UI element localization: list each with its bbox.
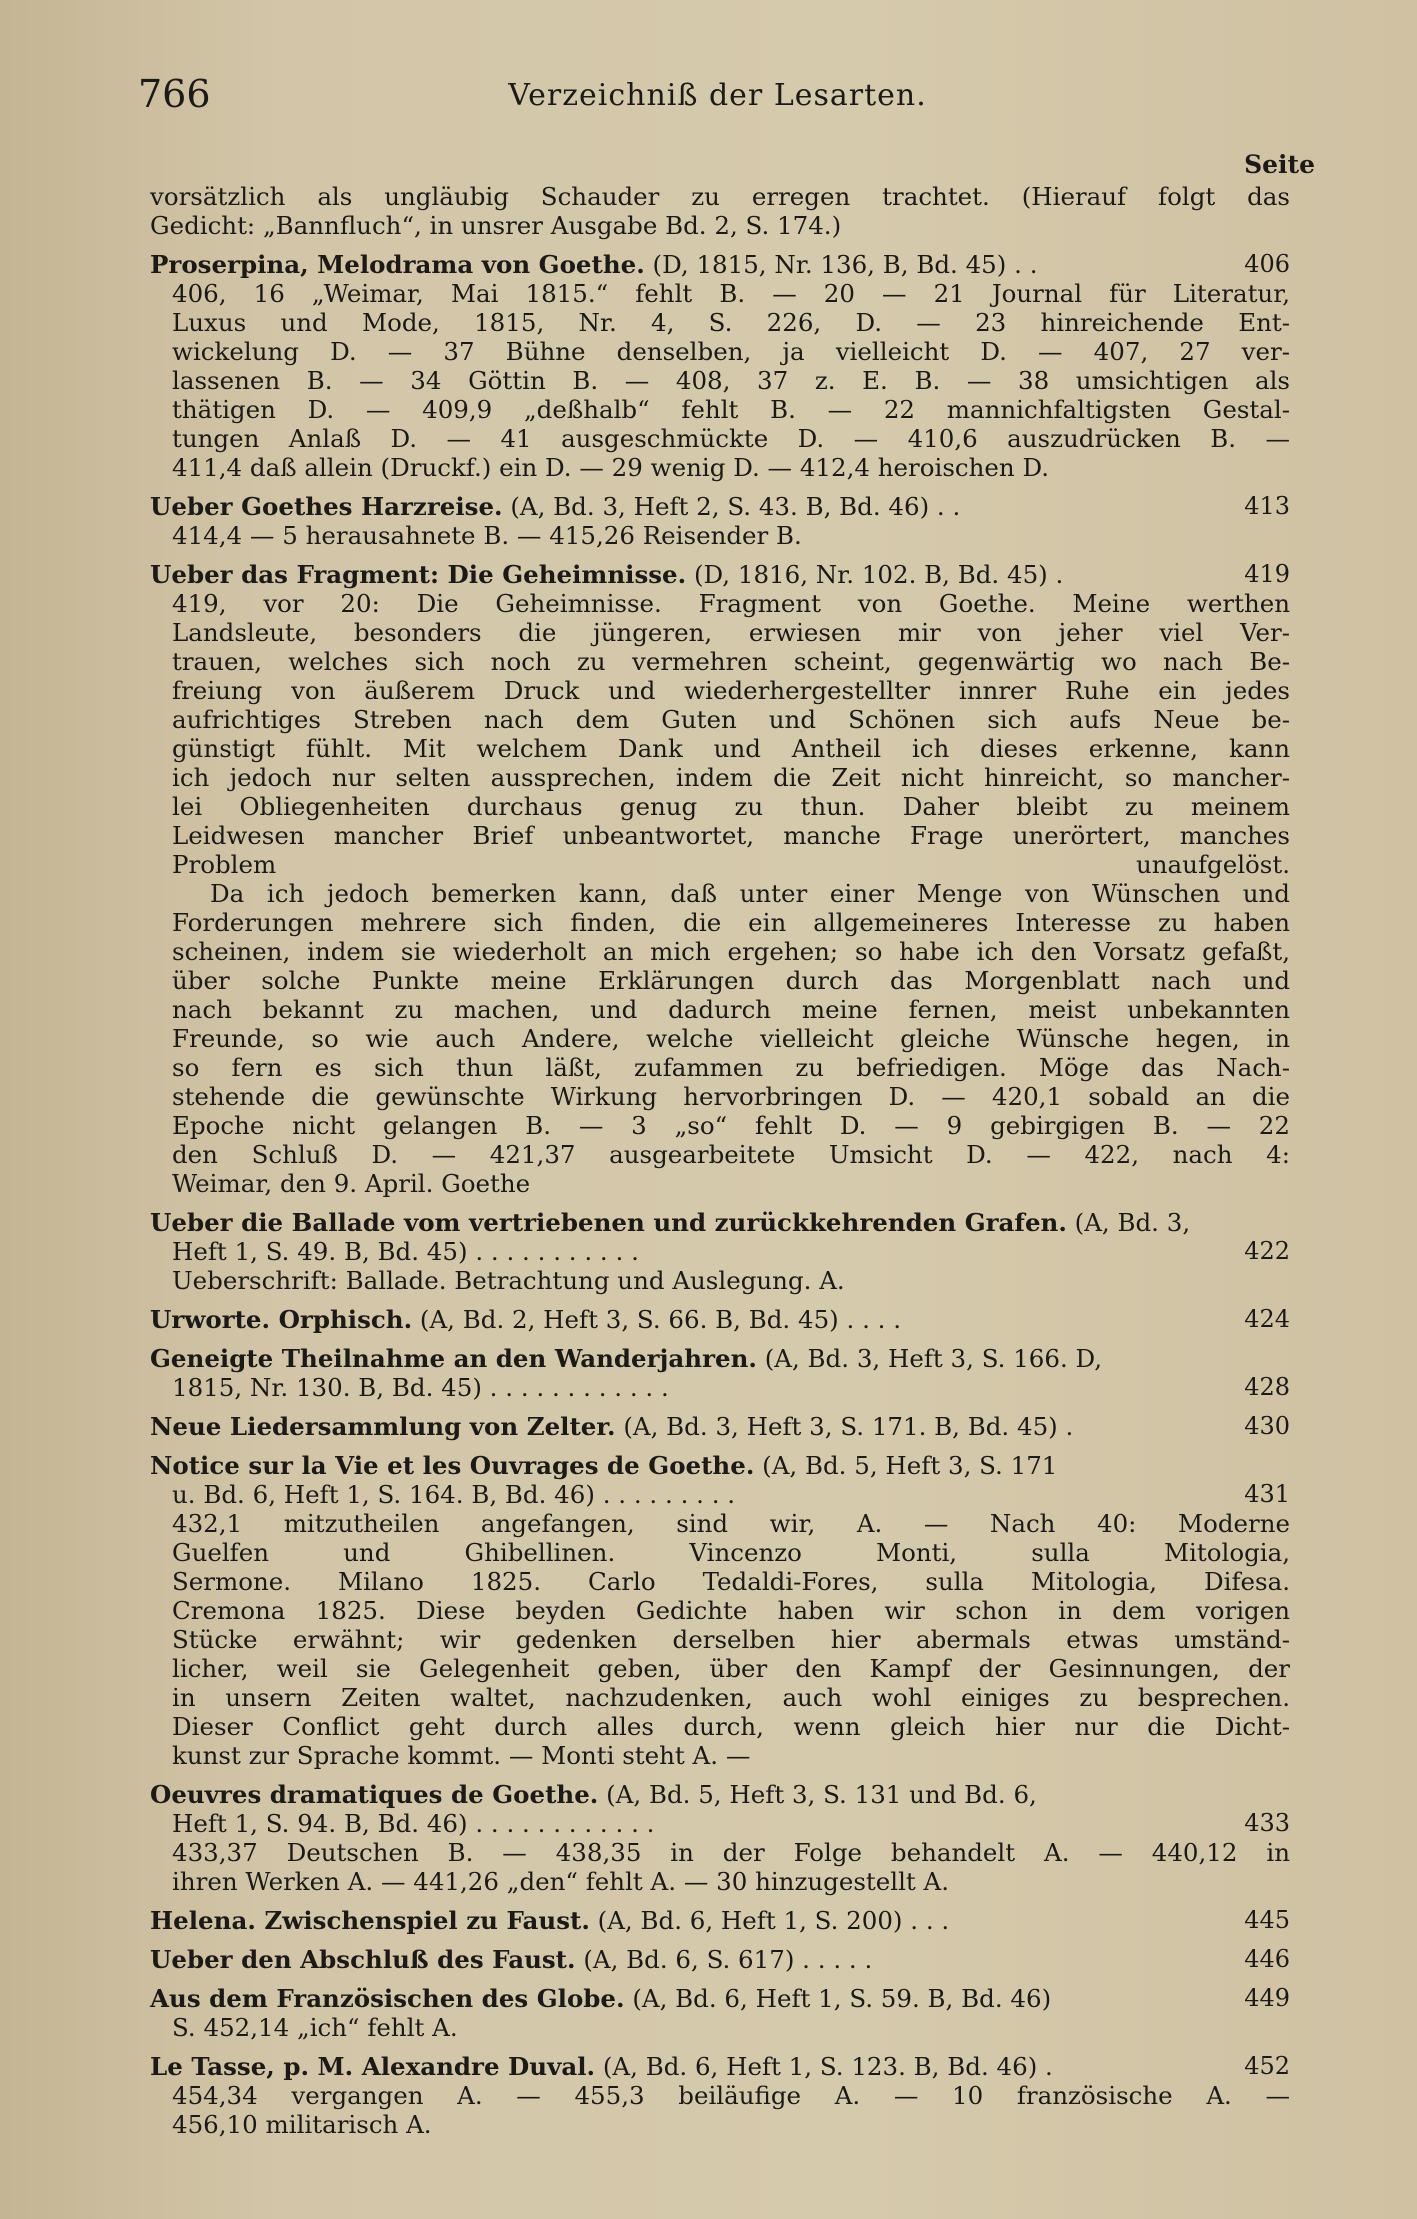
entry-title: Neue Liedersammlung von Zelter. <box>150 1412 616 1441</box>
variant-line: Guelfen und Ghibellinen. Vincenzo Monti, sulla Mitologia, <box>172 1538 1290 1567</box>
variant-line: Leidwesen mancher Brief unbeantwortet, manche Frage unerörtert, manches <box>172 821 1290 850</box>
entry-reference-continued: Heft 1, S. 49. B, Bd. 45) . . . . . . . . . . . <box>172 1237 639 1266</box>
entry-heading-line <box>150 560 1290 589</box>
variant-line: stehende die gewünschte Wirkung hervorbringen D. — 420,1 sobald an die <box>172 1082 1290 1111</box>
entry <box>150 250 1290 482</box>
entry-title: Oeuvres dramatiques de Goethe. <box>150 1780 599 1809</box>
variant-line: ich jedoch nur selten aussprechen, indem die Zeit nicht hinreicht, so mancher- <box>172 763 1290 792</box>
entry-heading-line <box>150 1451 1290 1480</box>
entry-title: Ueber die Ballade vom vertriebenen und zurückkehrenden Grafen. <box>150 1208 1067 1237</box>
entry-title: Ueber Goethes Harzreise. <box>150 492 503 521</box>
variant-line: thätigen D. — 409,9 „deßhalb“ fehlt B. — 22 mannichfaltigsten Gestal- <box>172 395 1290 424</box>
entry <box>150 1412 1290 1441</box>
variant-line: 433,37 Deutschen B. — 438,35 in der Folge behandelt A. — 440,12 in <box>172 1838 1290 1867</box>
entry <box>150 492 1290 550</box>
variant-line: nach bekannt zu machen, und dadurch meine fernen, meist unbekannten <box>172 995 1290 1024</box>
variant-line: Ueberschrift: Ballade. Betrachtung und Auslegung. A. <box>172 1266 845 1295</box>
variant-line: Problem unaufgelöst. <box>172 850 1290 879</box>
entry-heading-line <box>150 1412 1290 1441</box>
entry-title: Ueber den Abschluß des Faust. <box>150 1945 576 1974</box>
variant-line: Stücke erwähnt; wir gedenken derselben hier abermals etwas umständ- <box>172 1625 1290 1654</box>
entry-heading-line <box>150 492 1290 521</box>
entry <box>150 1945 1290 1974</box>
entry-title: Proserpina, Melodrama von Goethe. <box>150 250 645 279</box>
entry-heading-line <box>150 250 1290 279</box>
variant-line: 432,1 mitzutheilen angefangen, sind wir, A. — Nach 40: Moderne <box>172 1509 1290 1538</box>
column-label-seite: Seite <box>1244 150 1315 179</box>
entry-reference: (A, Bd. 3, Heft 3, S. 171. B, Bd. 45) . <box>615 1412 1074 1441</box>
entry-title: Ueber das Fragment: Die Geheimnisse. <box>150 560 687 589</box>
variant-line: 406, 16 „Weimar, Mai 1815.“ fehlt B. — 20 — 21 Journal für Literatur, <box>172 279 1290 308</box>
entry-reference: (A, Bd. 6, S. 617) . . . . . <box>575 1945 873 1974</box>
page-header <box>138 72 1297 122</box>
variant-line: Da ich jedoch bemerken kann, daß unter einer Menge von Wünschen und <box>210 879 1290 908</box>
entry-reference: (D, 1816, Nr. 102. B, Bd. 45) . <box>686 560 1064 589</box>
entry <box>150 1208 1290 1295</box>
entry-title: Helena. Zwischenspiel zu Faust. <box>150 1906 590 1935</box>
variant-line: S. 452,14 „ich“ fehlt A. <box>172 2013 458 2042</box>
page-number: 766 <box>138 72 211 116</box>
variant-line: 454,34 vergangen A. — 455,3 beiläufige A. — 10 französische A. — <box>172 2081 1290 2110</box>
entry-heading-line <box>150 1208 1290 1237</box>
entry <box>150 560 1290 1198</box>
entry-reference: (A, Bd. 3, <box>1066 1208 1191 1237</box>
entry-reference-continued: u. Bd. 6, Heft 1, S. 164. B, Bd. 46) . . . . . . . . . <box>172 1480 736 1509</box>
entry <box>150 1984 1290 2042</box>
entry-heading-line <box>150 1344 1290 1373</box>
entry-page-number: 406 <box>1244 250 1290 278</box>
entry-page-number: 413 <box>1244 492 1290 520</box>
entry-page-number: 424 <box>1244 1305 1290 1333</box>
text-line: vorsätzlich als ungläubig Schauder zu erregen trachtet. (Hierauf folgt das <box>150 182 1290 211</box>
entry <box>150 2052 1290 2139</box>
variant-line: in unsern Zeiten waltet, nachzudenken, auch wohl einiges zu besprechen. <box>172 1683 1290 1712</box>
entry <box>150 1906 1290 1935</box>
entry-reference: (A, Bd. 3, Heft 2, S. 43. B, Bd. 46) . . <box>502 492 961 521</box>
entry-page-number: 452 <box>1244 2052 1290 2080</box>
entry-page-number: 446 <box>1244 1945 1290 1973</box>
entry-page-number: 422 <box>1244 1237 1290 1265</box>
variant-line: kunst zur Sprache kommt. — Monti steht A. — <box>172 1741 751 1770</box>
entry-title: Urworte. Orphisch. <box>150 1305 413 1334</box>
entry-reference: (A, Bd. 6, Heft 1, S. 59. B, Bd. 46) <box>624 1984 1052 2013</box>
entry <box>150 1305 1290 1334</box>
entry <box>150 1451 1290 1770</box>
variant-line: über solche Punkte meine Erklärungen durch das Morgenblatt nach und <box>172 966 1290 995</box>
variant-line: Luxus und Mode, 1815, Nr. 4, S. 226, D. — 23 hinreichende Ent- <box>172 308 1290 337</box>
entry-reference: (A, Bd. 6, Heft 1, S. 123. B, Bd. 46) . <box>595 2052 1053 2081</box>
variant-line: Forderungen mehrere sich finden, die ein allgemeineres Interesse zu haben <box>172 908 1290 937</box>
entry-title: Aus dem Französischen des Globe. <box>150 1984 625 2013</box>
variant-line: scheinen, indem sie wiederholt an mich ergehen; so habe ich den Vorsatz gefaßt, <box>172 937 1290 966</box>
variant-line: lei Obliegenheiten durchaus genug zu thun. Daher bleibt zu meinem <box>172 792 1290 821</box>
entry-heading-line <box>150 1945 1290 1974</box>
variant-line: freiung von äußerem Druck und wiederhergestellter innrer Ruhe ein jedes <box>172 676 1290 705</box>
entry <box>150 1780 1290 1896</box>
entry-heading-line <box>150 1305 1290 1334</box>
variant-line: Cremona 1825. Diese beyden Gedichte haben wir schon in dem vorigen <box>172 1596 1290 1625</box>
variant-line: trauen, welches sich noch zu vermehren scheint, gegenwärtig wo nach Be- <box>172 647 1290 676</box>
entry-reference: (A, Bd. 5, Heft 3, S. 171 <box>754 1451 1058 1480</box>
entry-reference-continued: Heft 1, S. 94. B, Bd. 46) . . . . . . . . . . . . <box>172 1809 655 1838</box>
entry-page-number: 428 <box>1244 1373 1290 1401</box>
variant-line: Freunde, so wie auch Andere, welche vielleicht gleiche Wünsche hegen, in <box>172 1024 1290 1053</box>
text-line: Gedicht: „Bannfluch“, in unsrer Ausgabe Bd. 2, S. 174.) <box>150 211 842 240</box>
entry-title: Geneigte Theilnahme an den Wanderjahren. <box>150 1344 757 1373</box>
entry <box>150 1344 1290 1402</box>
variant-line: 414,4 — 5 herausahnete B. — 415,26 Reisender B. <box>172 521 802 550</box>
entry-page-number: 449 <box>1244 1984 1290 2012</box>
variant-line: tungen Anlaß D. — 41 ausgeschmückte D. — 410,6 auszudrücken B. — <box>172 424 1290 453</box>
entry-page-number: 430 <box>1244 1412 1290 1440</box>
entry-page-number: 431 <box>1244 1480 1290 1508</box>
entry-heading-line <box>150 1984 1290 2013</box>
variant-line: Weimar, den 9. April. Goethe <box>172 1169 531 1198</box>
variant-line: aufrichtiges Streben nach dem Guten und Schönen sich aufs Neue be- <box>172 705 1290 734</box>
variant-line: ihren Werken A. — 441,26 „den“ fehlt A. — 30 hinzugestellt A. <box>172 1867 950 1896</box>
variant-line: Sermone. Milano 1825. Carlo Tedaldi-Fores, sulla Mitologia, Difesa. <box>172 1567 1290 1596</box>
entry-title: Notice sur la Vie et les Ouvrages de Goethe. <box>150 1451 755 1480</box>
entry-reference: (A, Bd. 5, Heft 3, S. 131 und Bd. 6, <box>598 1780 1037 1809</box>
variant-line: den Schluß D. — 421,37 ausgearbeitete Umsicht D. — 422, nach 4: <box>172 1140 1290 1169</box>
intro-paragraph <box>150 182 1290 240</box>
entries-list <box>150 250 1290 2139</box>
entry-reference: (A, Bd. 6, Heft 1, S. 200) . . . <box>589 1906 950 1935</box>
variant-line: günstigt fühlt. Mit welchem Dank und Antheil ich dieses erkenne, kann <box>172 734 1290 763</box>
entry-title: Le Tasse, p. M. Alexandre Duval. <box>150 2052 596 2081</box>
entry-reference: (D, 1815, Nr. 136, B, Bd. 45) . . <box>644 250 1038 279</box>
variant-line: Dieser Conflict geht durch alles durch, wenn gleich hier nur die Dicht- <box>172 1712 1290 1741</box>
running-title: Verzeichniß der Lesarten. <box>508 78 927 113</box>
page-body <box>150 182 1290 2149</box>
variant-line: Landsleute, besonders die jüngeren, erwiesen mir von jeher viel Ver- <box>172 618 1290 647</box>
entry-page-number: 445 <box>1244 1906 1290 1934</box>
entry-reference: (A, Bd. 2, Heft 3, S. 66. B, Bd. 45) . . . . <box>412 1305 902 1334</box>
entry-reference: (A, Bd. 3, Heft 3, S. 166. D, <box>756 1344 1103 1373</box>
entry-page-number: 419 <box>1244 560 1290 588</box>
variant-line: lassenen B. — 34 Göttin B. — 408, 37 z. E. B. — 38 umsichtigen als <box>172 366 1290 395</box>
entry-page-number: 433 <box>1244 1809 1290 1837</box>
variant-line: 411,4 daß allein (Druckf.) ein D. — 29 wenig D. — 412,4 heroischen D. <box>172 453 1050 482</box>
variant-line: 419, vor 20: Die Geheimnisse. Fragment von Goethe. Meine werthen <box>172 589 1290 618</box>
entry-heading-line <box>150 1906 1290 1935</box>
variant-line: licher, weil sie Gelegenheit geben, über den Kampf der Gesinnungen, der <box>172 1654 1290 1683</box>
entry-heading-line <box>150 2052 1290 2081</box>
variant-line: 456,10 militarisch A. <box>172 2110 432 2139</box>
variant-line: so fern es sich thun läßt, zufammen zu befriedigen. Möge das Nach- <box>172 1053 1290 1082</box>
variant-line: wickelung D. — 37 Bühne denselben, ja vielleicht D. — 407, 27 ver- <box>172 337 1290 366</box>
entry-heading-line <box>150 1780 1290 1809</box>
variant-line: Epoche nicht gelangen B. — 3 „so“ fehlt D. — 9 gebirgigen B. — 22 <box>172 1111 1290 1140</box>
entry-reference-continued: 1815, Nr. 130. B, Bd. 45) . . . . . . . . . . . . <box>172 1373 669 1402</box>
